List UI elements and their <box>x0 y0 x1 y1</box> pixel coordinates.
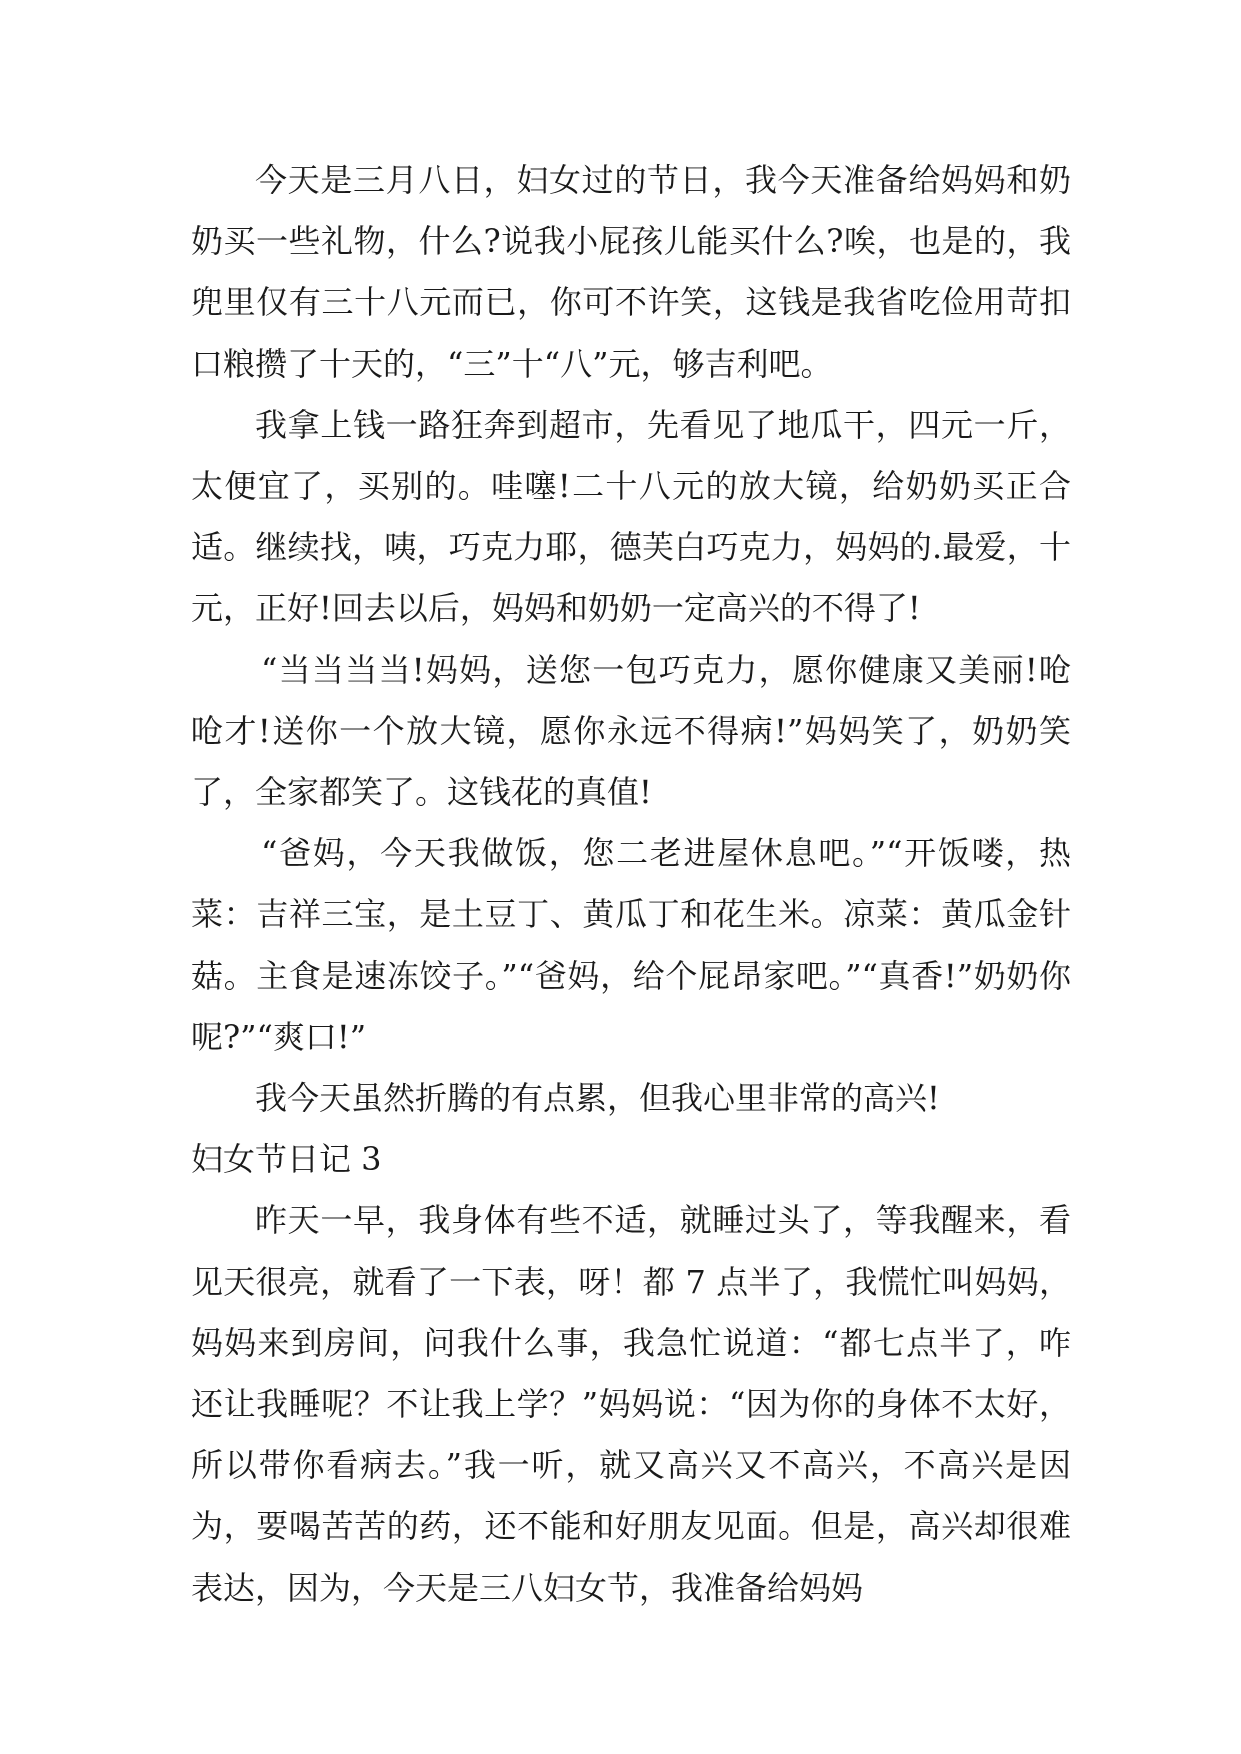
paragraph-4: “爸妈，今天我做饭，您二老进屋休息吧。”“开饭喽，热菜：吉祥三宝，是土豆丁、黄瓜丁和花生米。凉菜：黄瓜金针菇。主食是速冻饺子。”“爸妈，给个屁昂家吧。”“真香!”奶奶你呢?”“爽口!” <box>191 834 1071 1056</box>
paragraph-6: 昨天一早，我身体有些不适，就睡过头了，等我醒来，看见天很亮，就看了一下表，呀！都 7 点半了，我慌忙叫妈妈，妈妈来到房间，问我什么事，我急忙说道：“都七点半了，咋还让我睡呢？不让我上学？”妈妈说：“因为你的身体不太好，所以带你看病去。”我一听，就又高兴又不高兴，不高兴是因为，要喝苦苦的药，还不能和好朋友见面。但是，高兴却很难表达，因为，今天是三八妇女节，我准备给妈妈 <box>191 1201 1071 1607</box>
document-body <box>191 150 1071 1619</box>
paragraph-2: 我拿上钱一路狂奔到超市，先看见了地瓜干，四元一斤，太便宜了，买别的。哇噻!二十八元的放大镜，给奶奶买正合适。继续找，咦，巧克力耶，德芙白巧克力，妈妈的.最爱，十元，正好!回去以后，妈妈和奶奶一定高兴的不得了! <box>191 405 1071 628</box>
paragraph-3: “当当当当!妈妈，送您一包巧克力，愿你健康又美丽!呛呛才!送你一个放大镜，愿你永远不得病!”妈妈笑了，奶奶笑了，全家都笑了。这钱花的真值! <box>191 650 1071 812</box>
section-heading: 妇女节日记 3 <box>191 1140 382 1179</box>
paragraph-1: 今天是三月八日，妇女过的节日，我今天准备给妈妈和奶奶买一些礼物，什么?说我小屁孩儿能买什么?唉，也是的，我兜里仅有三十八元而已，你可不许笑，这钱是我省吃俭用苛扣口粮攒了十天的，“三”十“八”元，够吉利吧。 <box>191 161 1071 383</box>
paragraph-5: 我今天虽然折腾的有点累，但我心里非常的高兴! <box>255 1079 940 1118</box>
